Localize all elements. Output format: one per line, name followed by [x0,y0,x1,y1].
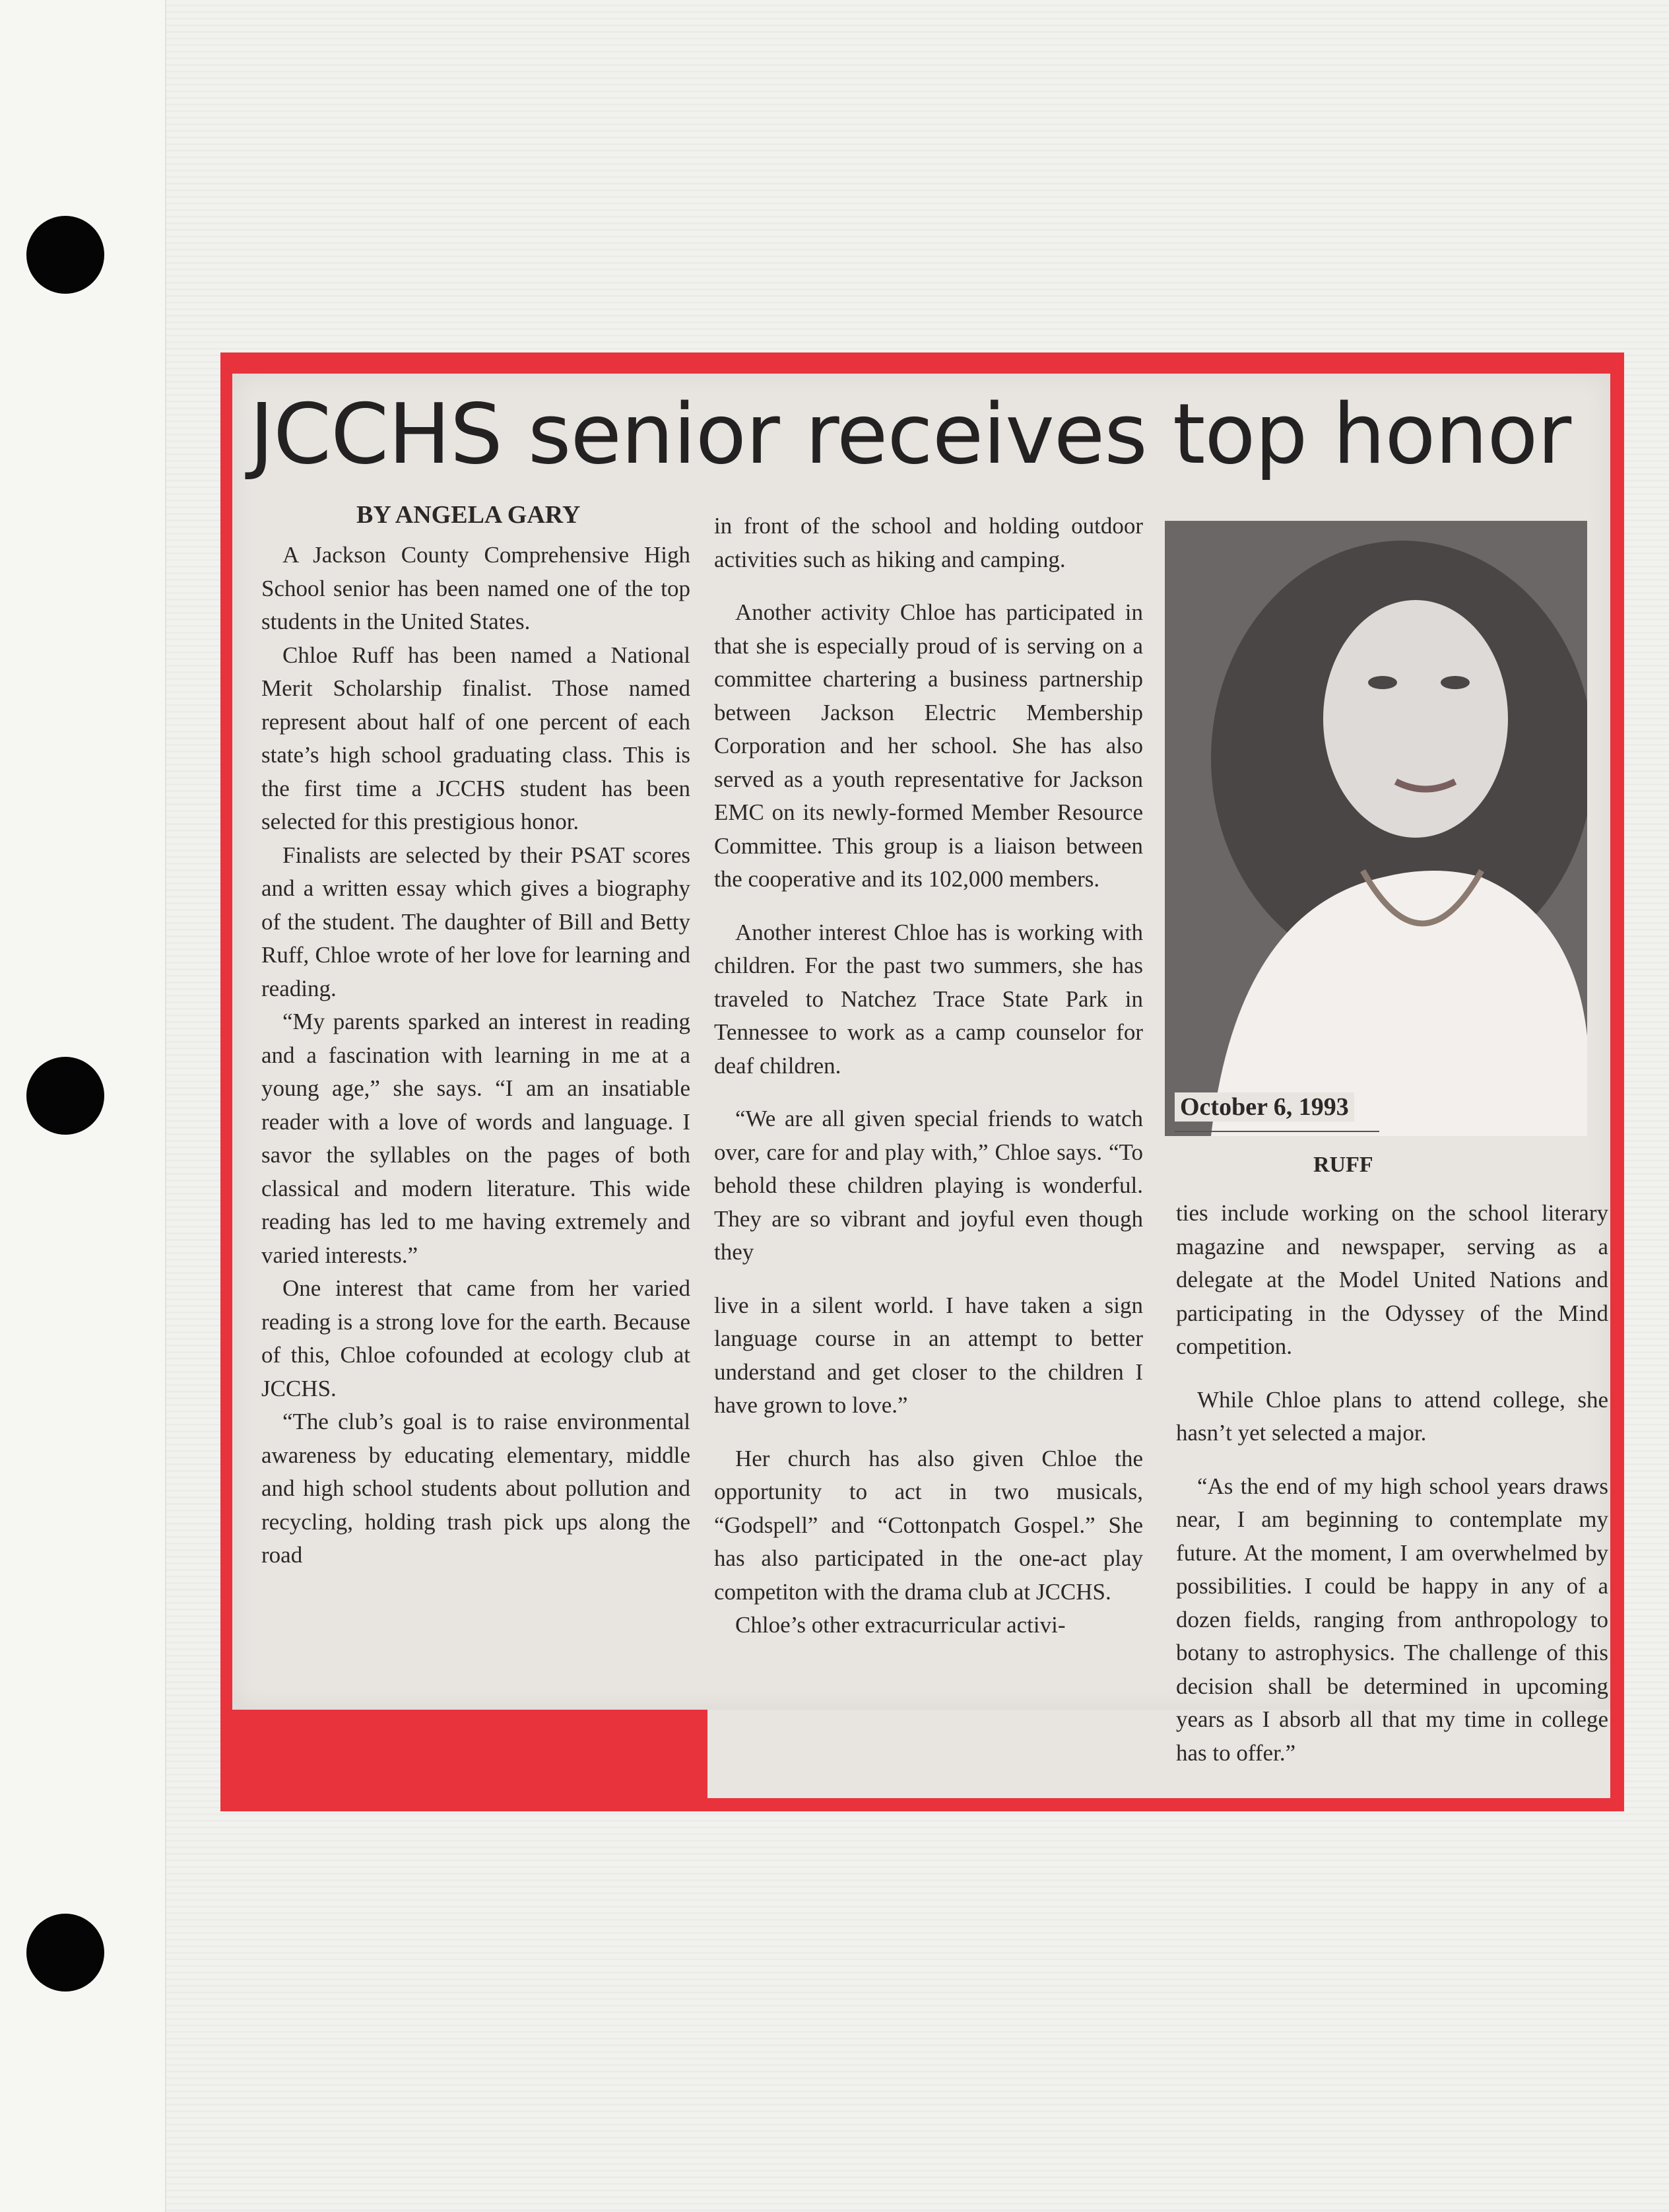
jump-headline: RUFF [1313,1153,1373,1177]
paragraph: “The club’s goal is to raise environmental awareness by educating elementary, middle and high school students about pollution and recycling, holding trash pick ups along the road [261,1409,690,1568]
publication-date: October 6, 1993 [1175,1092,1354,1122]
paragraph: Chloe Ruff has been named a National Merit Scholarship finalist. Those named represent about half of one percent of each state’s high school graduating class. This is the first time a JCCHS student has been selected for this prestigious honor. [261,642,690,834]
article-column-3 [1176,1197,1608,1770]
paragraph: One interest that came from her varied reading is a strong love for the earth. Because of this, Chloe cofounded at ecology club at JCCHS. [261,1275,690,1401]
byline: BY ANGELA GARY [356,501,581,529]
binder-hole-middle [26,1057,104,1135]
paragraph: Another activity Chloe has participated in that she is especially proud of is serving on a committee chartering a business partnership between Jackson Electric Membership Corporation and her school. She has also served as a youth representative for Jackson EMC on its newly-formed Member Resource Committee. This group is a liaison between the cooperative and its 102,000 members. [714,599,1143,892]
student-portrait-photo [1165,521,1587,1136]
headline: JCCHS senior receives top honor [249,385,1571,483]
paragraph: Another interest Chloe has is working with children. For the past two summers, she has traveled to Natchez Trace State Park in Tennessee to work as a camp counselor for deaf children. [714,919,1143,1079]
binder-hole-top [26,216,104,294]
paragraph: ties include working on the school literary magazine and newspaper, serving as a delegate at the Model United Nations and participating in the Odyssey of the Mind competition. [1176,1200,1608,1359]
portrait-image [1165,521,1587,1136]
dateline-rule [1175,1131,1379,1132]
paragraph: Her church has also given Chloe the opportunity to act in two musicals, “Godspell” and “Cottonpatch Gospel.” She has also participated in the one-act play competiton with the drama club at JCCHS. [714,1445,1143,1605]
article-column-1 [261,539,690,1572]
paragraph: Finalists are selected by their PSAT scores and a written essay which gives a biography of the student. The daughter of Bill and Betty Ruff, Chloe wrote of her love for learning and reading. [261,842,690,1001]
paragraph: “My parents sparked an interest in reading and a fascination with learning in me at a young age,” she says. “I am an insatiable reader with a love of words and language. I savor the syllables on the pages of both classical and modern literature. This wide reading has led to me having extremely and varied interests.” [261,1009,690,1268]
paragraph: in front of the school and holding outdoor activities such as hiking and camping. [714,513,1143,572]
article-column-2 [714,510,1143,1642]
paragraph: live in a silent world. I have taken a sign language course in an attempt to better understand and get closer to the children I have grown to love.” [714,1292,1143,1418]
binder-hole-bottom [26,1914,104,1992]
paragraph: “We are all given special friends to watch over, care for and play with,” Chloe says. “To behold these children playing is wonderful. They are so vibrant and joyful even though they [714,1106,1143,1265]
paragraph: A Jackson County Comprehensive High School senior has been named one of the top students in the United States. [261,542,690,634]
paragraph: “As the end of my high school years draws near, I am beginning to contemplate my future. At the moment, I am overwhelmed by possibilities. I could be happy in any of a dozen fields, ranging from anthropology to botany to astrophysics. The challenge of this decision shall be determined in upcoming years as I absorb all that my time in college has to offer.” [1176,1473,1608,1766]
paragraph: While Chloe plans to attend college, she hasn’t yet selected a major. [1176,1386,1608,1446]
paragraph: Chloe’s other extracurricular activi- [735,1612,1066,1638]
